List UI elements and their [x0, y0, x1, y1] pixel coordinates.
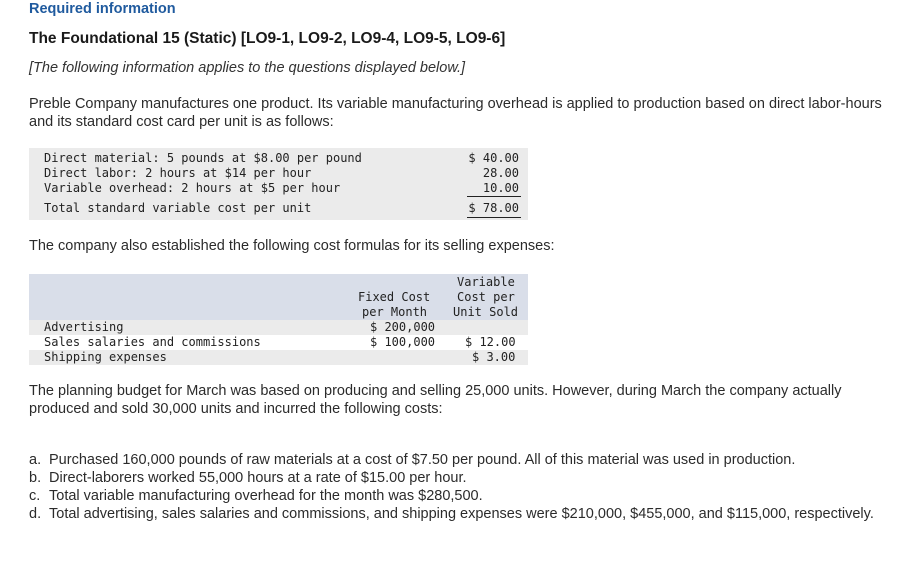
standard-cost-card-table	[29, 148, 528, 220]
cost-items-list	[29, 451, 889, 523]
variable-header-line1: Variable	[457, 275, 515, 289]
list-marker: b.	[29, 470, 42, 486]
list-item	[29, 451, 889, 469]
cost-row-amount: 10.00	[482, 181, 519, 195]
selling-row-variable: $ 12.00	[465, 335, 516, 349]
problem-subtitle: [The following information applies to the questions displayed below.]	[29, 60, 466, 76]
intro-paragraph: Preble Company manufactures one product. Its variable manufacturing overhead is applied to production based on direct labor-hours and its standard cost card per unit is as follows:	[29, 96, 882, 130]
cost-row-label: Direct material: 5 pounds at $8.00 per pound	[44, 151, 362, 165]
list-item	[29, 505, 889, 523]
planning-paragraph: The planning budget for March was based on producing and selling 25,000 units. However, during March the company actually produced and sold 30,000 units and incurred the following costs:	[29, 383, 842, 417]
list-item-text: Total advertising, sales salaries and commissions, and shipping expenses were $210,000, $455,000, and $115,000, respectively.	[49, 506, 874, 522]
list-item-text: Direct-laborers worked 55,000 hours at a rate of $15.00 per hour.	[49, 470, 467, 486]
selling-row-variable: $ 3.00	[472, 350, 516, 364]
fixed-header-line1: Fixed Cost	[358, 290, 431, 304]
selling-row-label: Advertising	[44, 320, 124, 334]
subtotal-rule	[467, 196, 521, 197]
list-marker: d.	[29, 506, 42, 522]
selling-row-label: Sales salaries and commissions	[44, 335, 261, 349]
cost-row-label: Direct labor: 2 hours at $14 per hour	[44, 166, 312, 180]
selling-intro-paragraph: The company also established the following cost formulas for its selling expenses:	[29, 238, 555, 254]
list-item-text: Total variable manufacturing overhead for the month was $280,500.	[49, 488, 483, 504]
list-marker: a.	[29, 452, 42, 468]
list-item	[29, 469, 889, 487]
cost-row-amount: $ 40.00	[468, 151, 519, 165]
selling-row-fixed: $ 100,000	[370, 335, 436, 349]
total-rule	[467, 217, 521, 218]
list-marker: c.	[29, 488, 41, 504]
selling-row-label: Shipping expenses	[44, 350, 167, 364]
required-information-heading: Required information	[29, 1, 176, 17]
variable-header-line3: Unit Sold	[453, 305, 519, 319]
selling-row-fixed: $ 200,000	[370, 320, 436, 334]
fixed-header-line2: per Month	[362, 305, 428, 319]
total-label: Total standard variable cost per unit	[44, 201, 312, 215]
variable-header-line2: Cost per	[457, 290, 515, 304]
list-item	[29, 487, 889, 505]
problem-title: The Foundational 15 (Static) [LO9-1, LO9-2, LO9-4, LO9-5, LO9-6]	[29, 30, 506, 47]
cost-row-amount: 28.00	[482, 166, 519, 180]
total-amount: $ 78.00	[468, 201, 519, 215]
list-item-text: Purchased 160,000 pounds of raw materials at a cost of $7.50 per pound. All of this material was used in production.	[49, 452, 796, 468]
cost-row-label: Variable overhead: 2 hours at $5 per hour	[44, 181, 341, 195]
